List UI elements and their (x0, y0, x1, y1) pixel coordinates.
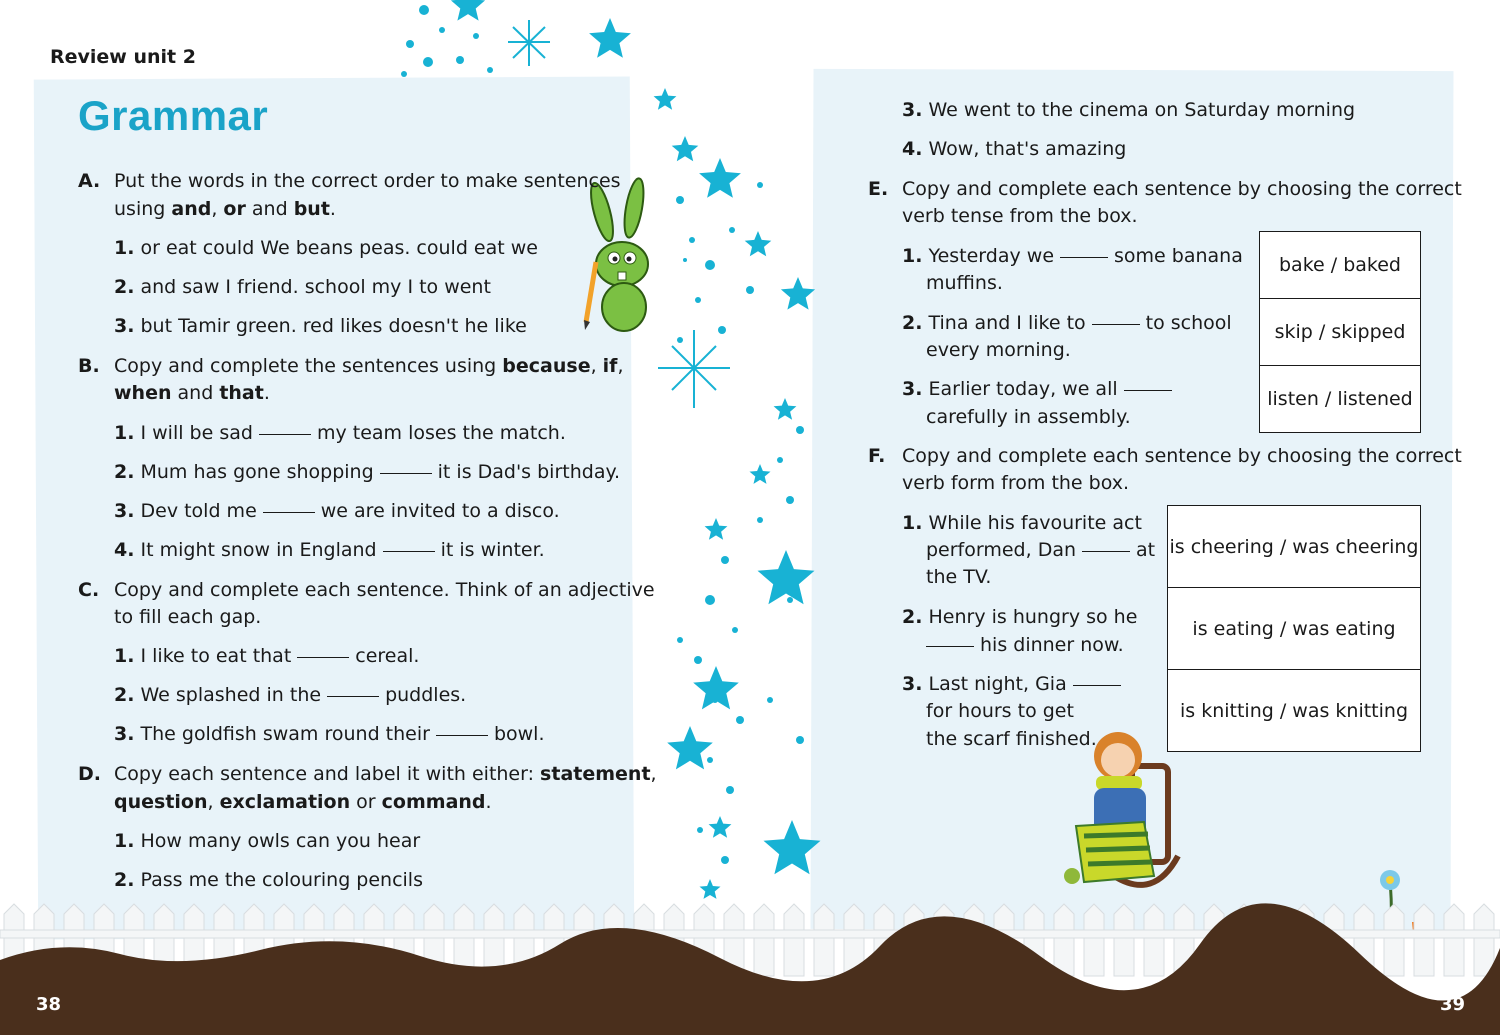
verb-tense-box (1259, 231, 1421, 433)
star-icon (693, 666, 739, 709)
page-number-right: 39 (1440, 994, 1466, 1015)
choice-cell: is cheering / was cheering (1168, 506, 1421, 588)
choice-cell: bake / baked (1260, 232, 1421, 299)
list-item: 1. I like to eat that cereal. (114, 645, 420, 667)
list-item: 4. Wow, that's amazing (902, 138, 1127, 160)
page-number-left: 38 (36, 994, 62, 1015)
section-c-letter: C. (78, 579, 100, 601)
star-icon (672, 136, 699, 161)
list-item: 1. While his favourite act (902, 512, 1142, 534)
verb-form-box (1167, 505, 1421, 752)
star-icon (699, 158, 741, 198)
fence-picket (1384, 904, 1404, 976)
section-d-letter: D. (78, 763, 101, 785)
star-icon (589, 18, 631, 58)
fence-picket (1474, 904, 1494, 976)
fence-picket (1444, 904, 1464, 976)
choice-cell: listen / listened (1260, 366, 1421, 433)
star-icon (654, 88, 677, 110)
list-item-continued: performed, Dan at (926, 539, 1156, 561)
list-item: 3. The goldfish swam round their bowl. (114, 723, 545, 745)
list-item: 3. Last night, Gia (902, 671, 1127, 698)
list-item: 3. Dev told me we are invited to a disco. (114, 500, 560, 522)
list-item-continued: muffins. (926, 272, 1003, 294)
section-e-instruction: Copy and complete each sentence by choosing the correct (902, 178, 1462, 200)
star-icon (758, 550, 815, 604)
fence-picket (814, 904, 834, 976)
section-f-instruction: Copy and complete each sentence by choosing the correct (902, 445, 1462, 467)
star-icon (781, 277, 815, 310)
list-item: 3. We went to the cinema on Saturday morning (902, 99, 1356, 121)
list-item: 2. Pass me the colouring pencils (114, 869, 423, 891)
list-item-continued: for hours to get (926, 700, 1074, 722)
page-title: Grammar (78, 92, 269, 139)
choice-cell: skip / skipped (1260, 299, 1421, 366)
list-item-continued: the TV. (926, 566, 992, 588)
list-item-continued: every morning. (926, 339, 1071, 361)
section-d-instruction: Copy each sentence and label it with either: statement, (114, 763, 657, 785)
star-icon (667, 726, 713, 769)
fence-picket (484, 904, 504, 976)
list-item: 1. or eat could We beans peas. could eat we (114, 237, 538, 259)
section-f-letter: F. (868, 445, 886, 467)
section-b-letter: B. (78, 355, 100, 377)
section-a-instruction-2: using and, or and but. (114, 198, 336, 220)
section-c-instruction-2: to fill each gap. (114, 606, 262, 628)
section-e-instruction-2: verb tense from the box. (902, 205, 1138, 227)
star-icon (451, 0, 485, 21)
section-c-instruction: Copy and complete each sentence. Think of an adjective (114, 579, 655, 601)
section-b-instruction-2: when and that. (114, 382, 270, 404)
section-a-letter: A. (78, 170, 101, 192)
rabbit-illustration (572, 172, 664, 342)
list-item: 2. We splashed in the puddles. (114, 684, 467, 706)
list-item-continued: carefully in assembly. (926, 406, 1131, 428)
star-icon (745, 231, 772, 256)
star-icon (709, 816, 732, 838)
section-b-instruction: Copy and complete the sentences using because, if, (114, 355, 624, 377)
list-item: 2. Tina and I like to to school (902, 312, 1232, 334)
list-item: 2. Henry is hungry so he (902, 606, 1138, 628)
list-item: 1. How many owls can you hear (114, 830, 421, 852)
section-a-instruction: Put the words in the correct order to make sentences (114, 170, 621, 192)
section-f-instruction-2: verb form from the box. (902, 472, 1130, 494)
fence-picket (784, 904, 804, 976)
unit-label: Review unit 2 (50, 46, 196, 68)
section-d-instruction-2: question, exclamation or command. (114, 791, 492, 813)
star-icon (750, 464, 771, 484)
star-icon (705, 518, 728, 540)
section-e-letter: E. (868, 178, 889, 200)
fence-picket (1414, 904, 1434, 976)
list-item: 1. I will be sad my team loses the match. (114, 422, 566, 444)
star-icon (764, 820, 821, 874)
fence-and-soil-footer (0, 880, 1500, 1035)
list-item: 1. Yesterday we some banana (902, 245, 1243, 267)
list-item-continued: the scarf finished. (926, 728, 1097, 750)
choice-cell: is knitting / was knitting (1168, 670, 1421, 752)
star-icon (774, 398, 797, 420)
list-item: 4. It might snow in England it is winter. (114, 539, 545, 561)
list-item: 3. but Tamir green. red likes doesn't he like (114, 315, 527, 337)
list-item: 2. and saw I friend. school my I to went (114, 276, 491, 298)
list-item: 2. Mum has gone shopping it is Dad's birthday. (114, 461, 621, 483)
choice-cell: is eating / was eating (1168, 588, 1421, 670)
fence-picket (1054, 904, 1074, 976)
fence-picket (754, 904, 774, 976)
list-item: 3. Earlier today, we all (902, 376, 1178, 403)
fence-picket (1114, 904, 1134, 976)
list-item-continued: his dinner now. (926, 632, 1124, 659)
fence-picket (1084, 904, 1104, 976)
fence-picket (1144, 904, 1164, 976)
